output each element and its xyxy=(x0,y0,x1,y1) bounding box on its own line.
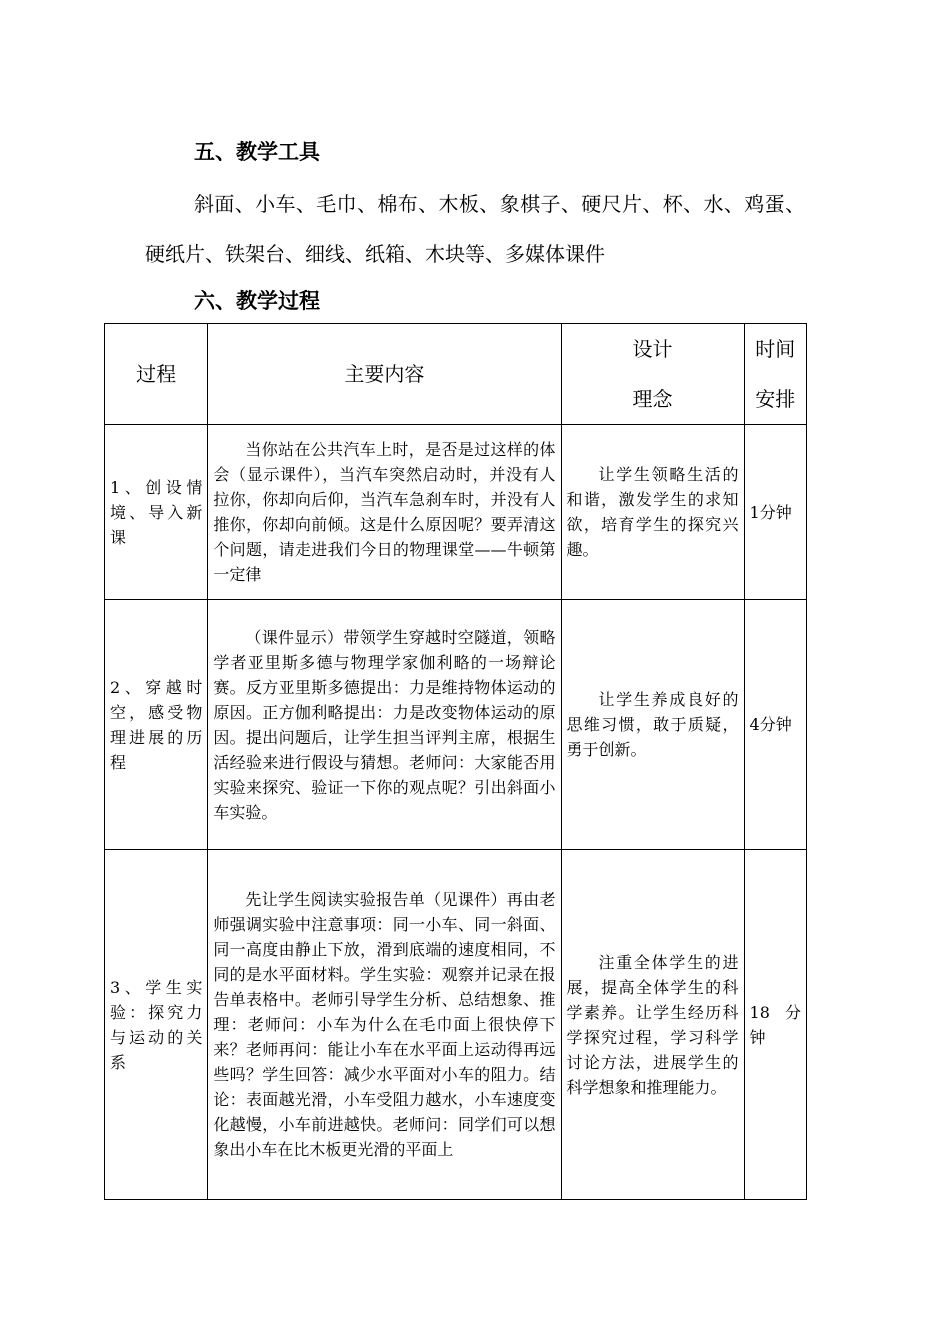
header-process: 过程 xyxy=(105,324,208,425)
row-time: 4分钟 xyxy=(744,600,806,850)
row-concept: 让学生领略生活的和谐，激发学生的求知欲，培育学生的探究兴趣。 xyxy=(561,425,744,600)
header-concept-line2: 理念 xyxy=(632,387,673,411)
section-6-title: 六、教学过程 xyxy=(194,289,320,313)
row-time: 18 分钟 xyxy=(744,850,806,1200)
section-5-title: 五、教学工具 xyxy=(194,140,320,164)
header-concept-line1: 设计 xyxy=(632,337,673,361)
header-content: 主要内容 xyxy=(208,324,561,425)
row-process: 1、创设情境、导入新课 xyxy=(105,425,208,600)
header-time xyxy=(744,324,806,425)
header-concept xyxy=(561,324,744,425)
row-concept: 让学生养成良好的思维习惯，敢于质疑，勇于创新。 xyxy=(561,600,744,850)
row-time: 1分钟 xyxy=(744,425,806,600)
table-row xyxy=(105,425,807,600)
row-content: （课件显示）带领学生穿越时空隧道，领略学者亚里斯多德与物理学家伽利略的一场辩论赛。反方亚里斯多德提出：力是维持物体运动的原因。正方伽利略提出：力是改变物体运动的原因。提出问题后，让学生担当评判主席，根据生活经验来进行假设与猜想。老师问：大家能否用实验来探究、验证一下你的观点呢？引出斜面小车实验。 xyxy=(208,600,561,850)
table-row xyxy=(105,850,807,1200)
section-5-text: 斜面、小车、毛巾、棉布、木板、象棋子、硬尺片、杯、水、鸡蛋、硬纸片、铁架台、细线、纸箱、木块等、多媒体课件 xyxy=(145,192,805,266)
teaching-process-table xyxy=(104,323,807,1200)
row-process: 2、穿越时空，感受物理进展的历程 xyxy=(105,600,208,850)
table-row xyxy=(105,600,807,850)
header-time-line2: 安排 xyxy=(755,387,796,411)
row-content: 当你站在公共汽车上时，是否是过这样的体会（显示课件），当汽车突然启动时，并没有人拉你，你却向后仰，当汽车急刹车时，并没有人推你，你却向前倾。这是什么原因呢？要弄清这个问题，请走进我们今日的物理课堂——牛顿第一定律 xyxy=(208,425,561,600)
header-time-line1: 时间 xyxy=(755,337,796,361)
row-concept: 注重全体学生的进展，提高全体学生的科学素养。让学生经历科学探究过程，学习科学讨论方法，进展学生的科学想象和推理能力。 xyxy=(561,850,744,1200)
row-process: 3、学生实验：探究力与运动的关系 xyxy=(105,850,208,1200)
row-content: 先让学生阅读实验报告单（见课件）再由老师强调实验中注意事项：同一小车、同一斜面、同一高度由静止下放，滑到底端的速度相同，不同的是水平面材料。学生实验：观察并记录在报告单表格中。老师引导学生分析、总结想象、推理：老师问：小车为什么在毛巾面上很快停下来？老师再问：能让小车在水平面上运动得再远些吗？学生回答：减少水平面对小车的阻力。结论：表面越光滑，小车受阻力越水，小车速度变化越慢，小车前进越快。老师问：同学们可以想象出小车在比木板更光滑的平面上 xyxy=(208,850,561,1200)
table-header-row xyxy=(105,324,807,425)
